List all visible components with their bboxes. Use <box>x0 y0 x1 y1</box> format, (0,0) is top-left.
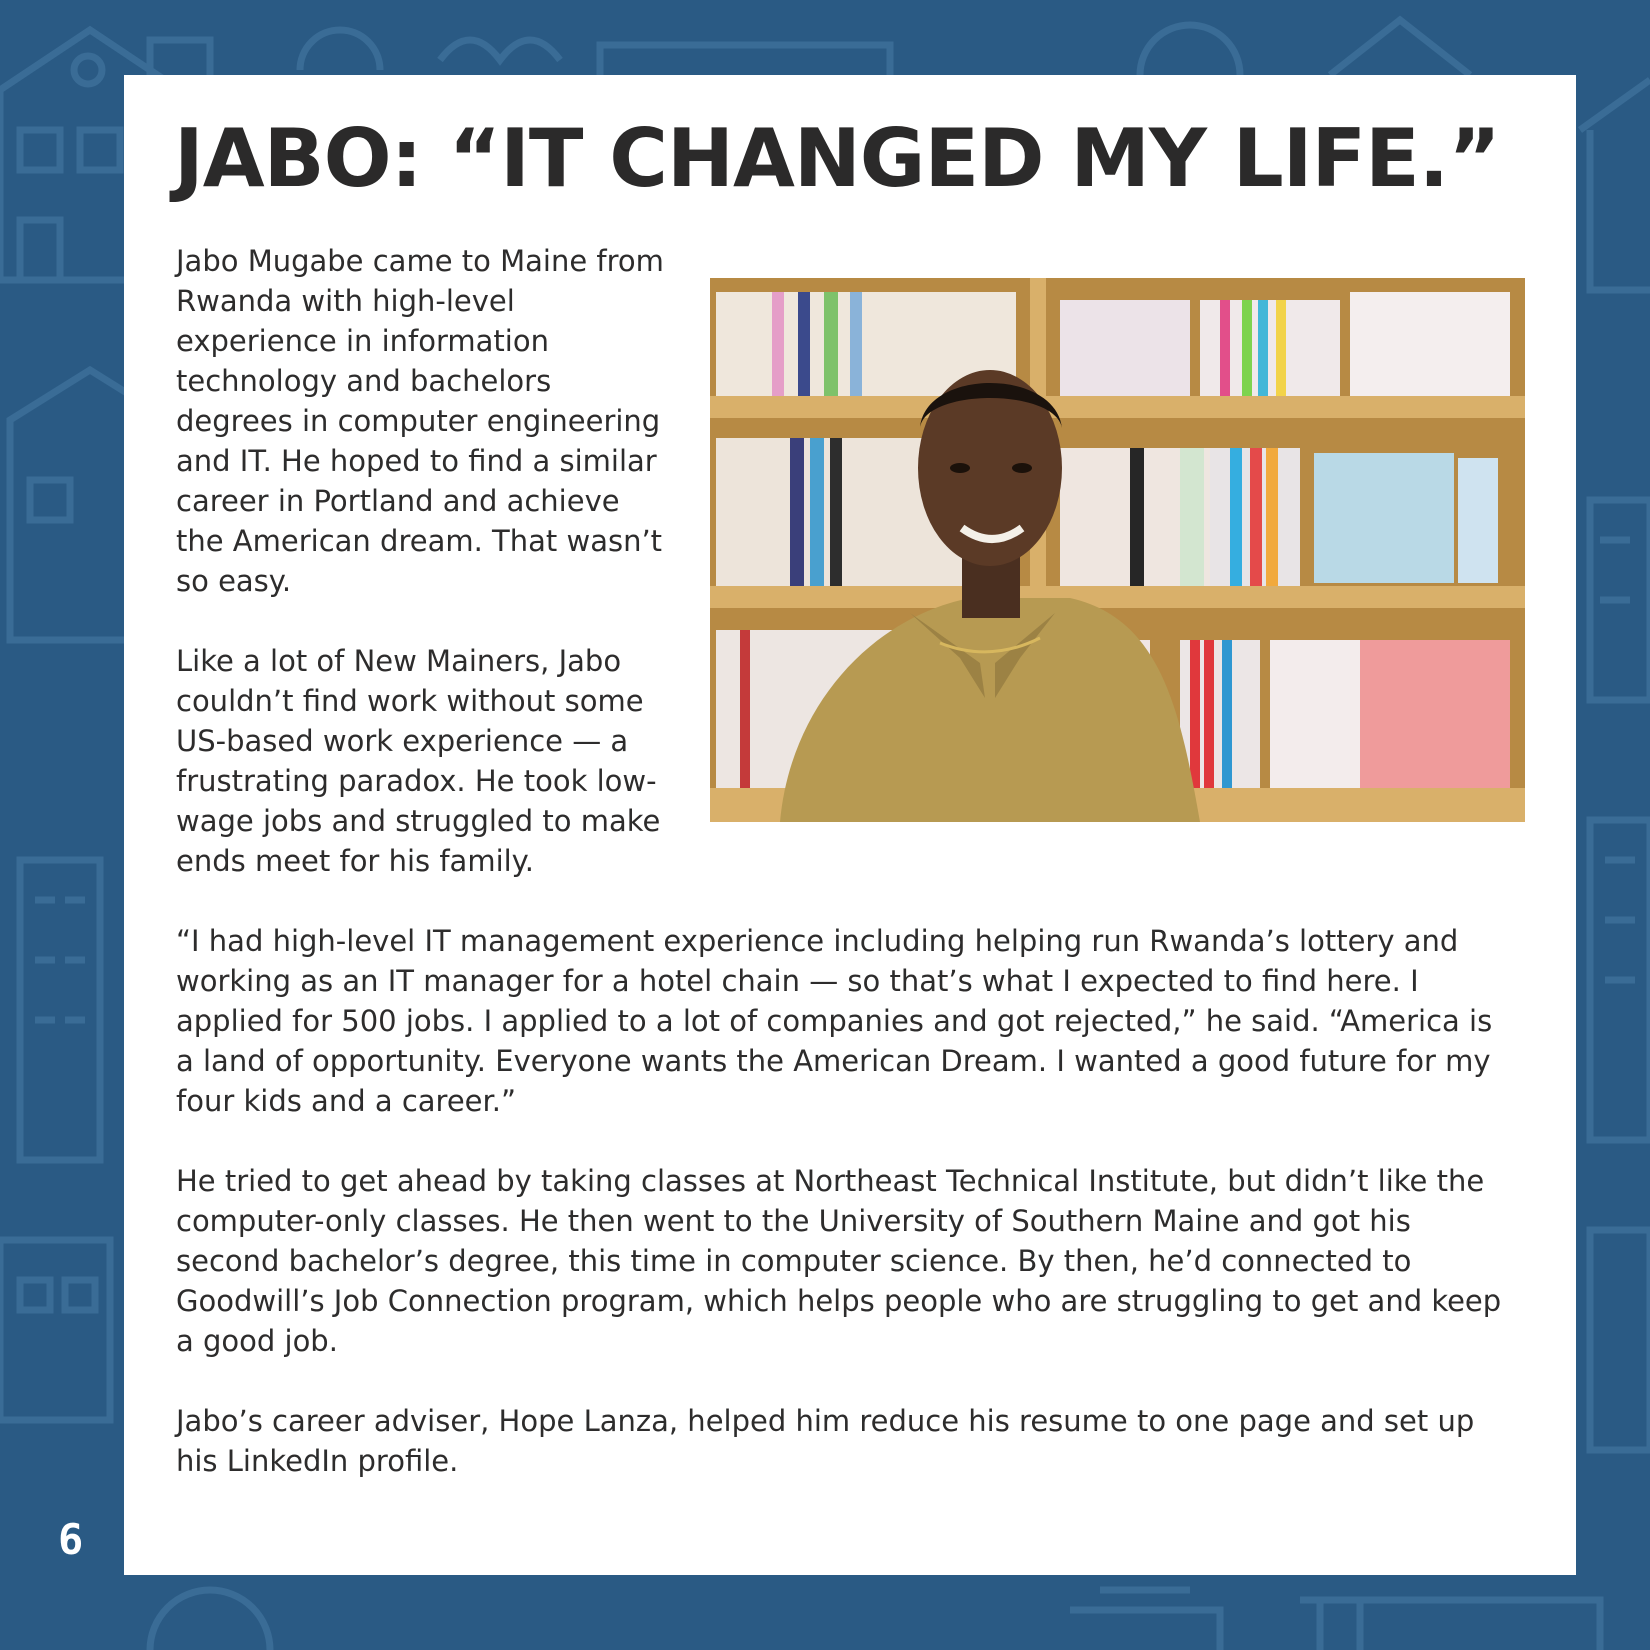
photo-jabo-bookshelf <box>710 278 1525 822</box>
article-paragraph: Jabo Mugabe came to Maine from Rwanda with high-level experience in information technology and bachelors degrees in computer engineering and IT. He hoped to find a similar career in Portland and achieve the American dream. That wasn’t so easy. <box>176 244 664 598</box>
page-number: 6 <box>58 1515 84 1564</box>
article-paragraph: He tried to get ahead by taking classes at Northeast Technical Institute, but didn’t like the computer-only classes. He then went to the University of Southern Maine and got his second bachelor’s degree, this time in computer science. By then, he’d connected to Goodwill’s Job Connection program, which helps people who are struggling to get and keep a good job. <box>176 1164 1502 1358</box>
article-paragraph: Jabo’s career adviser, Hope Lanza, helped him reduce his resume to one page and set up his LinkedIn profile. <box>176 1404 1475 1478</box>
article-paragraph: “I had high-level IT management experience including helping run Rwanda’s lottery and working as an IT manager for a hotel chain — so that’s what I expected to find here. I applied for 500 jobs. I applied to a lot of companies and got rejected,” he said. “America is a land of opportunity. Everyone wants the American Dream. I wanted a good future for my four kids and a career.” <box>176 924 1493 1118</box>
article-card <box>124 75 1576 1575</box>
article-paragraph: Like a lot of New Mainers, Jabo couldn’t find work without some US-based work experience — a frustrating paradox. He took low-wage jobs and struggled to make ends meet for his family. <box>176 644 661 878</box>
article-title: JABO: “IT CHANGED MY LIFE.” <box>174 112 1500 205</box>
